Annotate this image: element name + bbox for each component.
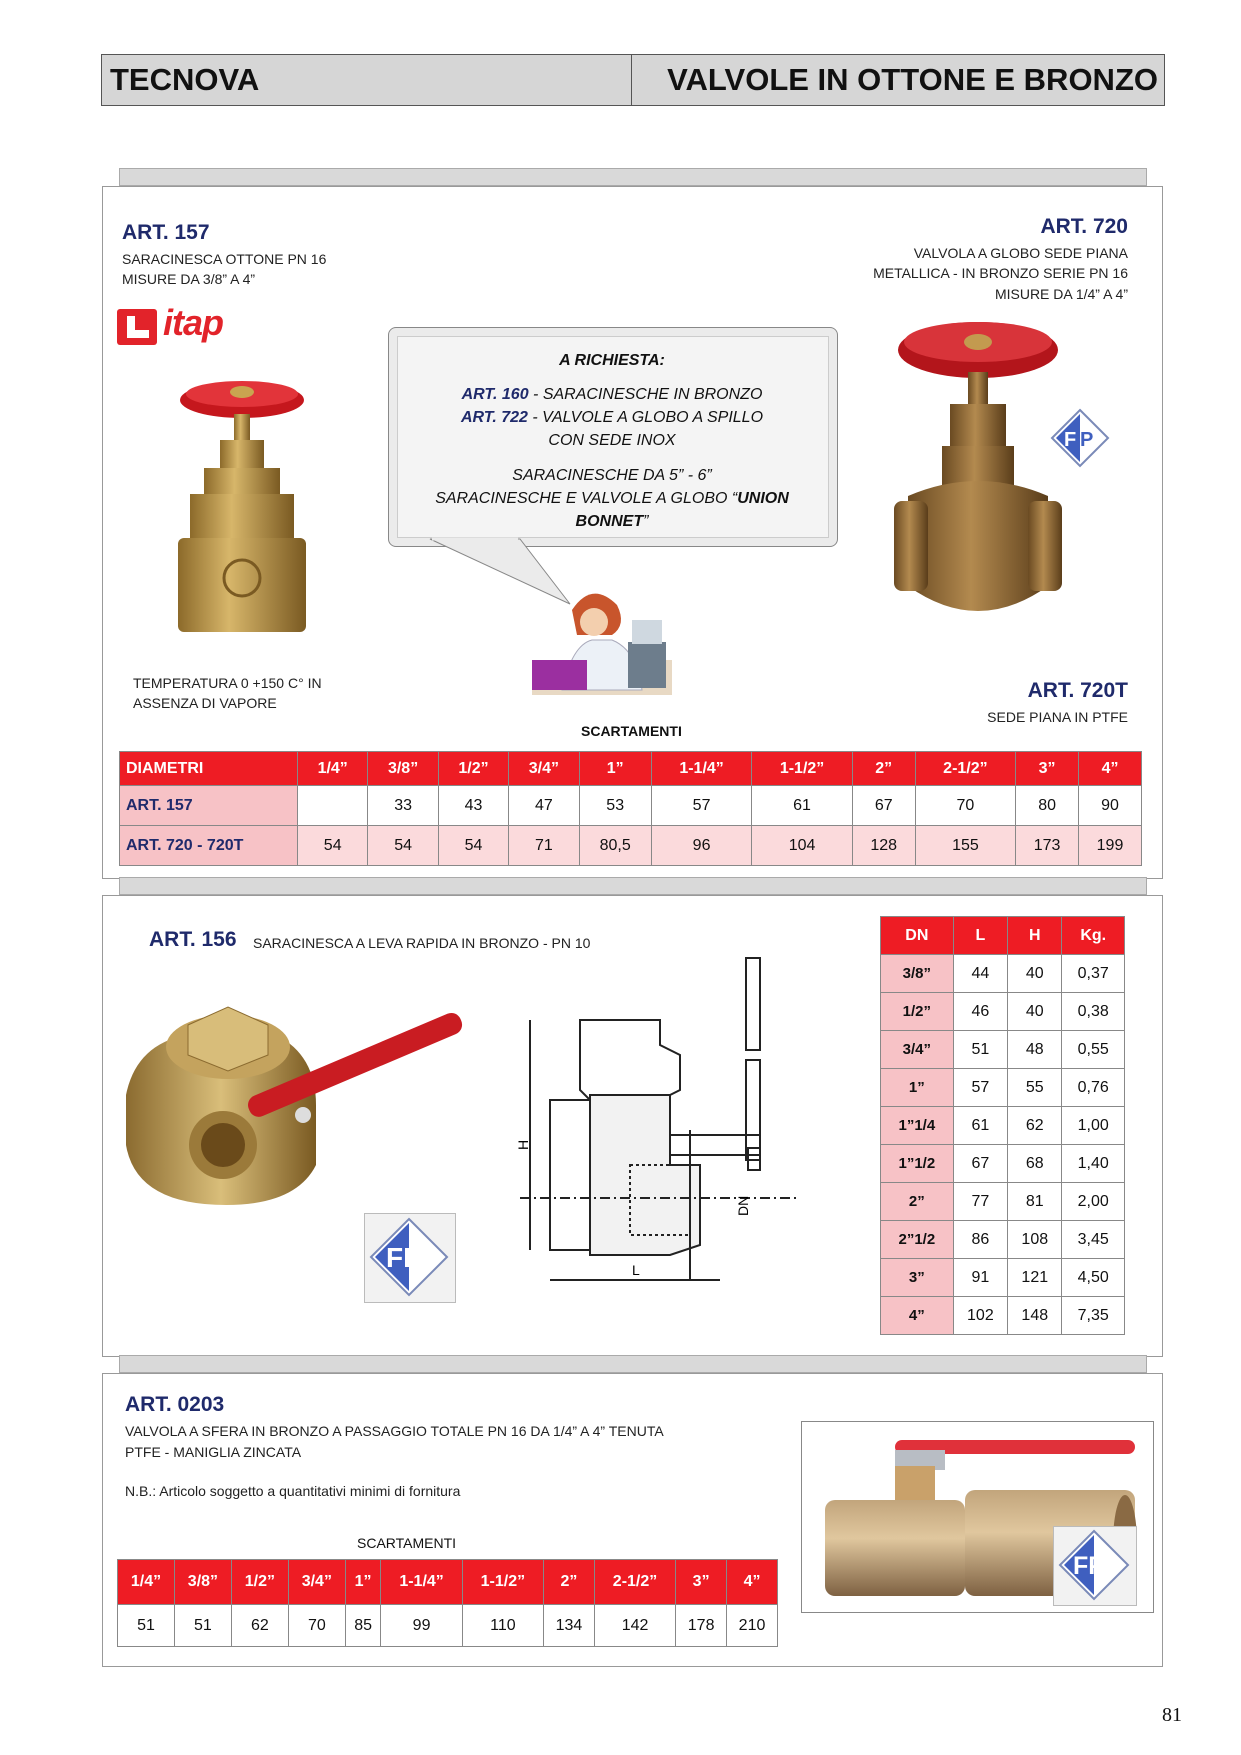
page-header [101,54,1165,106]
table-row-label: 4” [881,1297,954,1335]
table-row [881,1107,1125,1145]
table-cell: 55 [1008,1069,1062,1107]
table-cell: 134 [544,1605,595,1647]
table-row [881,1069,1125,1107]
bubble-line3: CON SEDE INOX [548,432,676,449]
table-cell: 61 [953,1107,1007,1145]
table-cell: 80 [1016,786,1079,826]
table-cell: 77 [953,1183,1007,1221]
bubble-title: A RICHIESTA: [559,352,665,369]
table-header-cell: 3/4” [288,1560,345,1605]
table-cell: 86 [953,1221,1007,1259]
table-row [881,1145,1125,1183]
table-row-label: 1” [881,1069,954,1107]
table-cell: 104 [752,826,852,866]
table-header-cell: L [953,917,1007,955]
table-cell: 91 [953,1259,1007,1297]
table-cell: 57 [651,786,751,826]
table-cell: 2,00 [1062,1183,1125,1221]
globe-valve-720-image [888,316,1078,626]
drawing-label-l: L [632,1262,640,1278]
table-cell: 173 [1016,826,1079,866]
table-cell: 1,00 [1062,1107,1125,1145]
table-header-cell: 1” [345,1560,381,1605]
table-cell: 62 [1008,1107,1062,1145]
art0203-desc1: VALVOLA A SFERA IN BRONZO A PASSAGGIO TOTALE PN 16 DA 1/4” A 4” TENUTA [125,1423,664,1439]
table-cell: 46 [953,993,1007,1031]
table-header-cell: 1/4” [298,752,368,786]
table-cell: 33 [368,786,438,826]
table-cell: 54 [438,826,508,866]
section1-tab [119,168,1147,186]
table-cell: 61 [752,786,852,826]
table-cell: 110 [462,1605,543,1647]
art156-title: ART. 156 [149,928,237,951]
svg-text:F: F [1064,429,1077,451]
table-cell: 47 [509,786,579,826]
table-cell: 40 [1008,993,1062,1031]
table-row-label: 3” [881,1259,954,1297]
fp-logo-icon [369,1217,449,1297]
table-cell: 3,45 [1062,1221,1125,1259]
art0203-desc2: PTFE - MANIGLIA ZINCATA [125,1444,302,1460]
gate-valve-157-image [170,378,315,640]
art720-desc3: MISURE DA 1/4” A 4” [994,286,1128,302]
table-cell: 70 [915,786,1015,826]
art720-desc2: METALLICA - IN BRONZO SERIE PN 16 [873,265,1128,281]
table-header-cell: 2-1/2” [594,1560,675,1605]
table-cell: 4,50 [1062,1259,1125,1297]
table-row-label: 2”1/2 [881,1221,954,1259]
table-cell: 70 [288,1605,345,1647]
table-cell: 99 [381,1605,462,1647]
table-cell: 0,38 [1062,993,1125,1031]
table-header-cell: 1” [579,752,651,786]
table-cell: 44 [953,955,1007,993]
art720-desc1: VALVOLA A GLOBO SEDE PIANA [913,245,1128,261]
table-cell: 1,40 [1062,1145,1125,1183]
table-row [881,1259,1125,1297]
table-header-cell: 3” [676,1560,727,1605]
table-header-cell: 1-1/4” [381,1560,462,1605]
svg-text:P: P [1080,429,1094,451]
table-cell: 57 [953,1069,1007,1107]
table-header-cell: 1/4” [118,1560,175,1605]
table-row-label: ART. 720 - 720T [120,826,298,866]
table-header-cell: 2” [544,1560,595,1605]
art0203-note: N.B.: Articolo soggetto a quantitativi minimi di fornitura [125,1483,461,1499]
sec1-spacing-table [119,751,1142,866]
fp-logo-text: FP [1073,1552,1105,1580]
fp-logo-text: FP [386,1242,422,1273]
table-cell: 53 [579,786,651,826]
table-header-cell: 3/8” [174,1560,231,1605]
table-cell: 68 [1008,1145,1062,1183]
section3-tab [119,1355,1147,1373]
table-cell: 40 [1008,955,1062,993]
table-row [881,1031,1125,1069]
fp-logo-icon [1050,408,1110,468]
table-cell: 54 [298,826,368,866]
fp-logo-icon [1058,1529,1130,1601]
table-row [881,955,1125,993]
art0203-spacing-table [117,1559,778,1647]
itap-logo-mark [117,309,157,345]
header-brand: TECNOVA [102,55,632,105]
table-header-cell: 3” [1016,752,1079,786]
table-cell: 85 [345,1605,381,1647]
temperature-line1: TEMPERATURA 0 +150 C° IN [133,675,322,691]
table-cell: 48 [1008,1031,1062,1069]
table-cell: 0,37 [1062,955,1125,993]
table-cell: 71 [509,826,579,866]
table-header-cell: 4” [1079,752,1142,786]
art720t-title: ART. 720T [1027,679,1128,702]
table-header-cell: 2-1/2” [915,752,1015,786]
table-cell: 51 [953,1031,1007,1069]
bubble-line5: SARACINESCHE E VALVOLE A GLOBO “UNION BONNET” [435,490,789,530]
art156-dimensions-table [880,916,1125,1335]
page-number: 81 [1162,1704,1182,1726]
art157-desc2: MISURE DA 3/8” A 4” [122,271,256,287]
table-row [881,1221,1125,1259]
table-row-label: 3/4” [881,1031,954,1069]
lever-valve-156-image [118,985,478,1205]
section2-tab [119,877,1147,895]
table-cell: 54 [368,826,438,866]
table-cell: 199 [1079,826,1142,866]
table-cell: 142 [594,1605,675,1647]
art0203-title: ART. 0203 [125,1393,225,1416]
table-header-cell: 2” [852,752,915,786]
table-row-label: 1”1/2 [881,1145,954,1183]
bubble-line4: SARACINESCHE DA 5” - 6” [512,467,712,484]
drawing-label-dn: DN [735,1195,751,1216]
table-cell: 128 [852,826,915,866]
table-cell: 178 [676,1605,727,1647]
drawing-label-h: H [515,1139,531,1150]
art157-title: ART. 157 [122,221,210,244]
technical-drawing [515,950,800,1322]
table-cell: 67 [852,786,915,826]
table-header-cell: 1-1/2” [462,1560,543,1605]
table-header-cell: DN [881,917,954,955]
table-header-cell: 1/2” [438,752,508,786]
temperature-line2: ASSENZA DI VAPORE [133,695,277,711]
table-cell: 0,76 [1062,1069,1125,1107]
table-cell: 90 [1079,786,1142,826]
art720-title: ART. 720 [1040,215,1128,238]
table-cell: 96 [651,826,751,866]
table-cell: 210 [727,1605,778,1647]
itap-logo-text: itap [163,302,224,343]
table-cell: 121 [1008,1259,1062,1297]
table-header-cell: 3/8” [368,752,438,786]
table-header-cell: H [1008,917,1062,955]
bubble-line1: ART. 160 - SARACINESCHE IN BRONZO [461,386,763,403]
table-row-label: 2” [881,1183,954,1221]
table-header-cell: DIAMETRI [120,752,298,786]
table-row-label: 3/8” [881,955,954,993]
table-header-cell: 1/2” [231,1560,288,1605]
table-cell: 148 [1008,1297,1062,1335]
table-cell: 67 [953,1145,1007,1183]
table-cell: 81 [1008,1183,1062,1221]
table-header-cell: 4” [727,1560,778,1605]
table-cell: 0,55 [1062,1031,1125,1069]
table-row [120,786,1142,826]
table-row [881,1183,1125,1221]
table-cell: 155 [915,826,1015,866]
table-row-label: ART. 157 [120,786,298,826]
header-category: VALVOLE IN OTTONE E BRONZO [667,62,1158,97]
table-cell: 108 [1008,1221,1062,1259]
art157-desc1: SARACINESCA OTTONE PN 16 [122,251,327,267]
table-cell: 62 [231,1605,288,1647]
table-cell: 43 [438,786,508,826]
table-cell: 102 [953,1297,1007,1335]
table-cell: 80,5 [579,826,651,866]
table-row [881,993,1125,1031]
table-cell: 51 [174,1605,231,1647]
table-cell: 51 [118,1605,175,1647]
table-header-cell: 1-1/2” [752,752,852,786]
bubble-line2: ART. 722 - VALVOLE A GLOBO A SPILLO [460,409,764,426]
table-header-cell: Kg. [1062,917,1125,955]
table-header-cell: 1-1/4” [651,752,751,786]
operator-clipart [532,580,672,695]
table-row [120,826,1142,866]
sec3-table-title: SCARTAMENTI [357,1535,457,1551]
table-row-label: 1”1/4 [881,1107,954,1145]
table-header-cell: 3/4” [509,752,579,786]
table-row [118,1605,778,1647]
table-cell [298,786,368,826]
table-row-label: 1/2” [881,993,954,1031]
art720t-desc: SEDE PIANA IN PTFE [987,709,1128,725]
table-row [881,1297,1125,1335]
sec1-table-title: SCARTAMENTI [581,723,682,739]
table-cell: 7,35 [1062,1297,1125,1335]
art156-desc: SARACINESCA A LEVA RAPIDA IN BRONZO - PN 10 [253,935,591,951]
